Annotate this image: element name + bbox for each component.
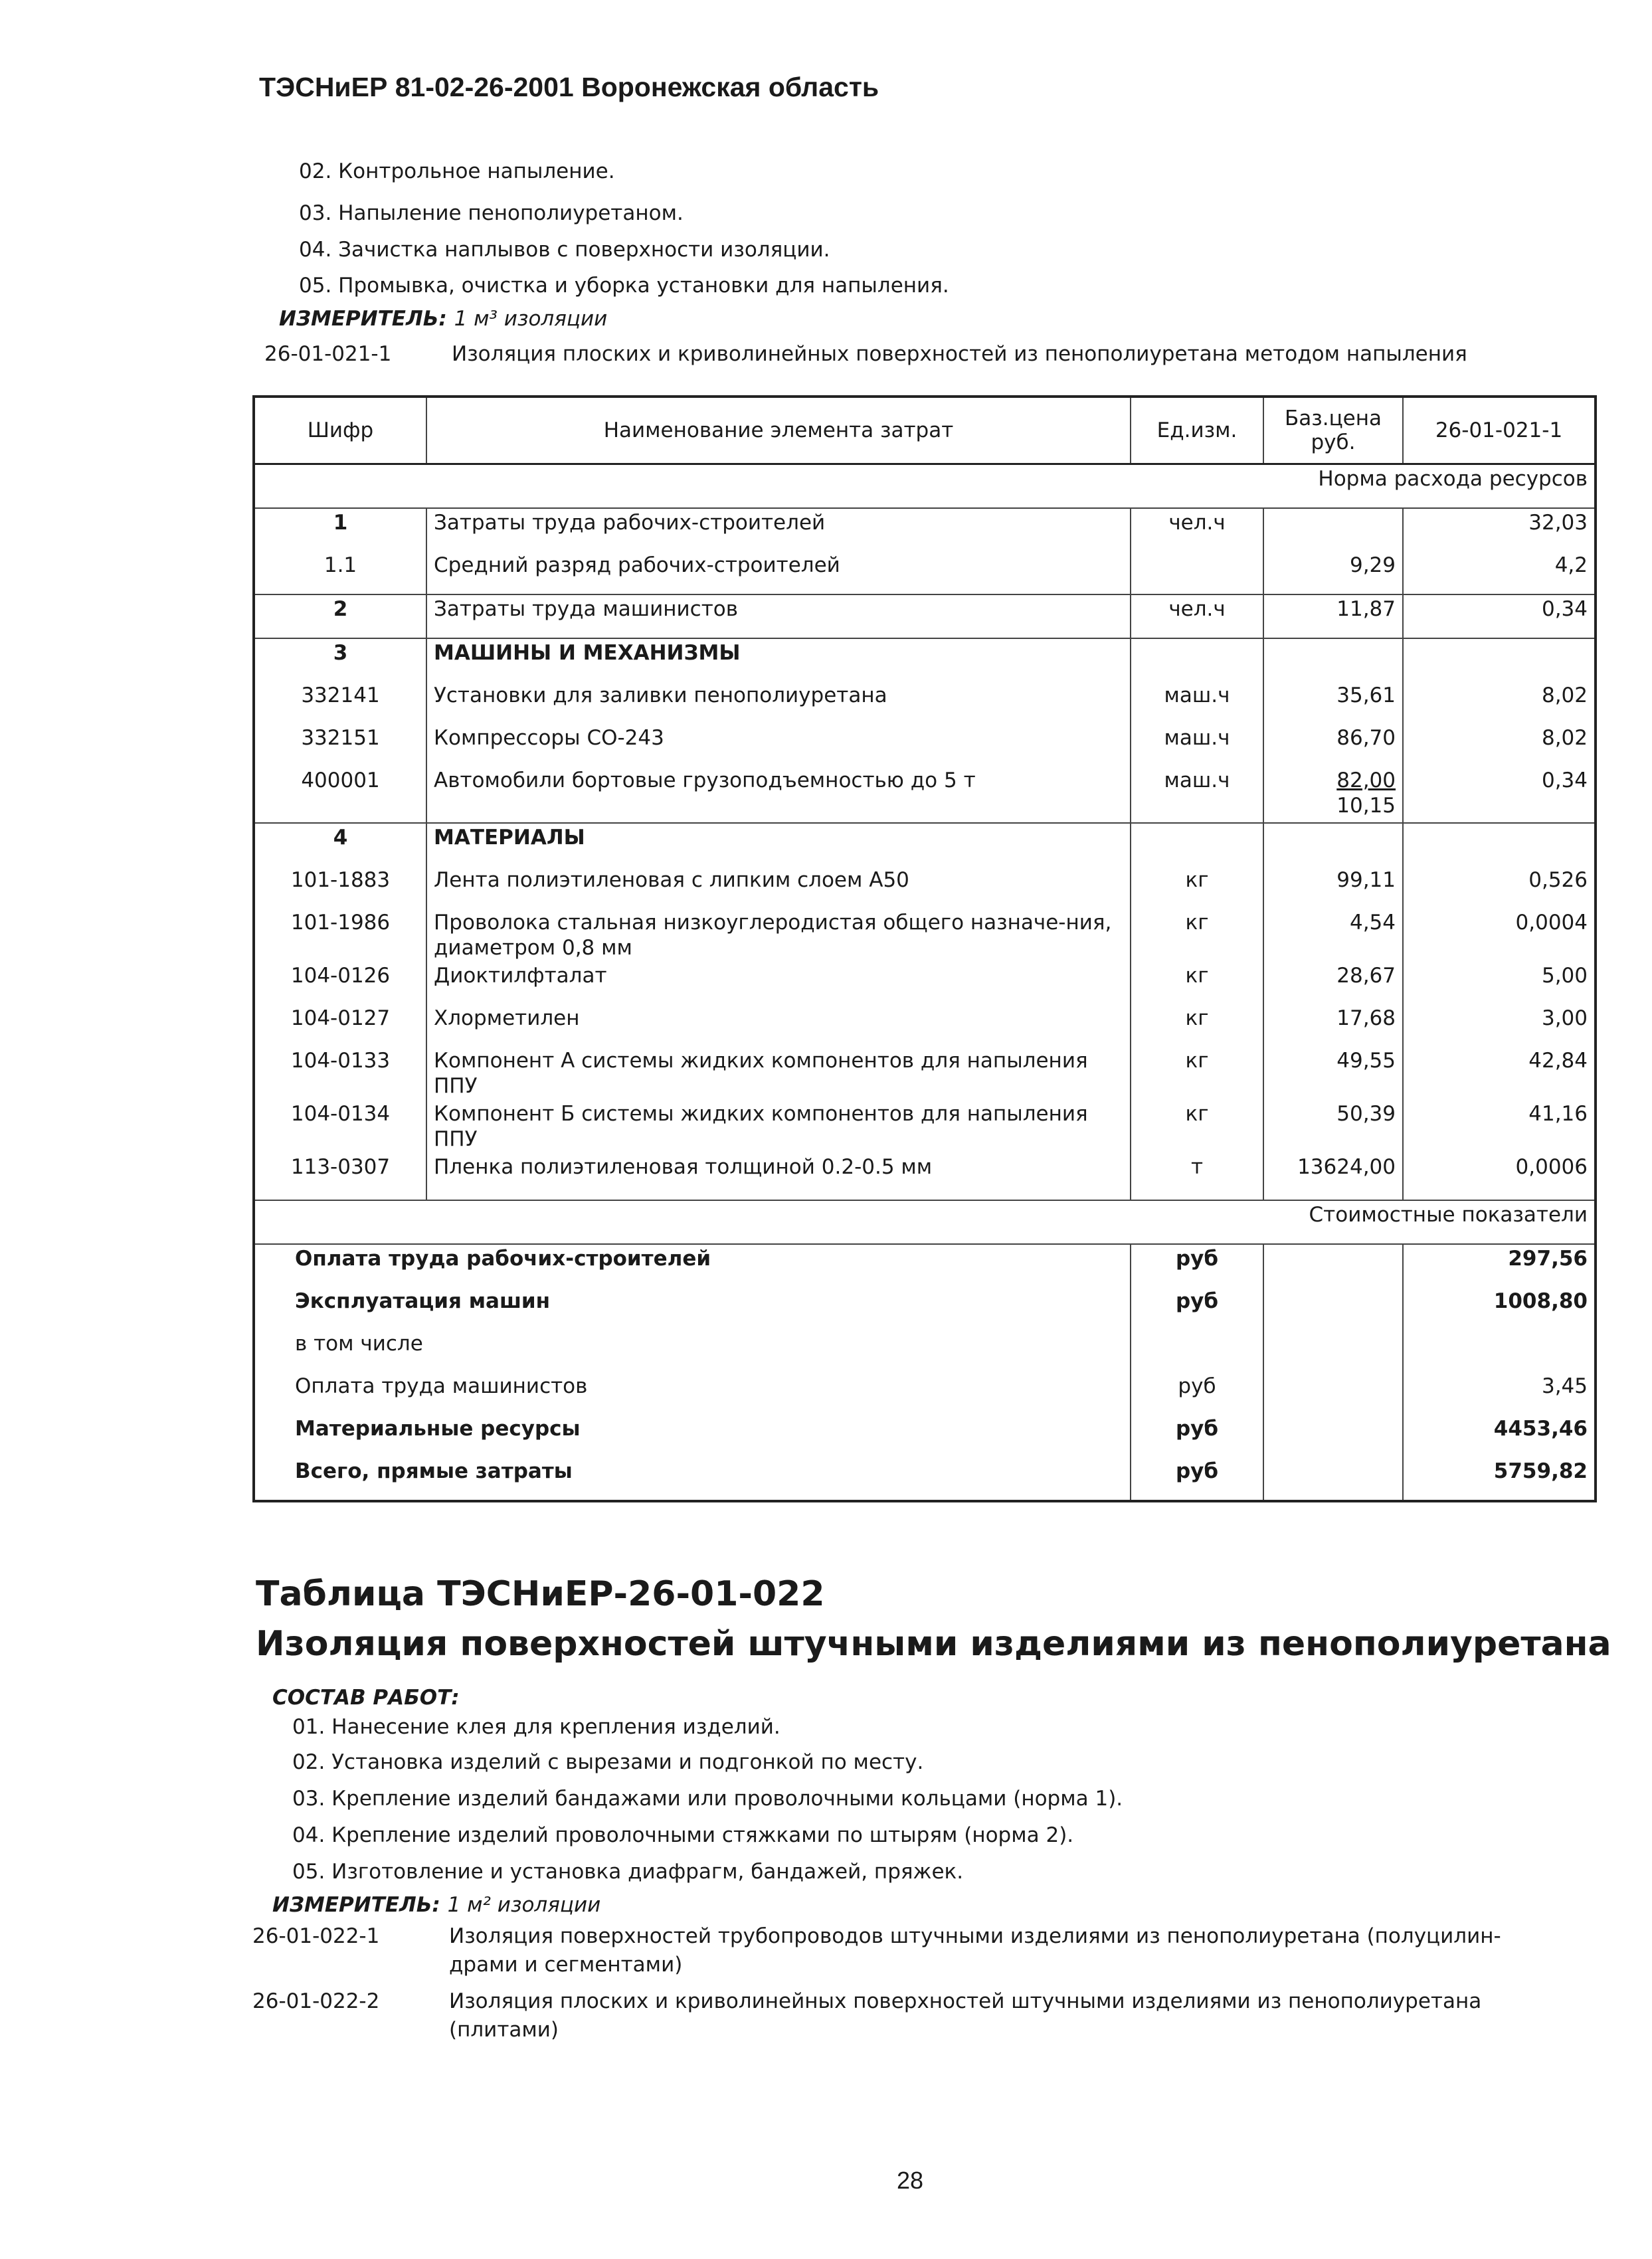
table-row: 104-0133 Компонент А системы жидких компонентов для напыления ППУ кг 49,55 42,84 [254,1047,1596,1100]
work-item: 05. Изготовление и установка диафрагм, бандажей, пряжек. [292,1860,964,1884]
work-item: 04. Крепление изделий проволочными стяжками по штырям (норма 2). [292,1823,1074,1847]
work-item: 02. Установка изделий с вырезами и подгонкой по месту. [292,1750,924,1774]
table-row: 101-1883 Лента полиэтиленовая с липким слоем А50 кг 99,11 0,526 [254,866,1596,909]
measure-unit: 1 м² изоляции [447,1893,601,1917]
table-row: 1.1 Средний разряд рабочих-строителей 9,29 4,2 [254,551,1596,594]
table-row: 104-0127 Хлорметилен кг 17,68 3,00 [254,1004,1596,1047]
table-row: 400001 Автомобили бортовые грузоподъемностью до 5 т маш.ч 82,00 10,15 0,34 [254,767,1596,823]
table-row: 101-1986 Проволока стальная низкоуглеродистая общего назначе-ния, диаметром 0,8 мм кг 4,54 0,0004 [254,909,1596,962]
table-header-row [254,397,1596,464]
section-subtitle: Изоляция поверхностей штучными изделиями из пенополиуретана [256,1624,1611,1664]
page-header: ТЭСНиЕР 81-02-26-2001 Воронежская область [259,72,879,102]
cost-row: Оплата труда машинистов руб 3,45 [254,1372,1596,1415]
work-item: 05. Промывка, очистка и уборка установки для напыления. [299,274,949,298]
header-norm: 26-01-021-1 [1403,397,1596,464]
band-row [254,464,1596,509]
header-name: Наименование элемента затрат [426,397,1131,464]
table-row: 2 Затраты труда машинистов чел.ч 11,87 0,34 [254,594,1596,638]
header-unit: Ед.изм. [1131,397,1263,464]
norm-description-line: драми и сегментами) [449,1953,683,1977]
norm-code: 26-01-022-2 [252,1989,380,2013]
table-row: 332151 Компрессоры СО-243 маш.ч 86,70 8,02 [254,724,1596,767]
work-item: 04. Зачистка наплывов с поверхности изоляции. [299,238,830,262]
norm-description-line: (плитами) [449,2018,559,2042]
table-row: 104-0126 Диоктилфталат кг 28,67 5,00 [254,962,1596,1004]
measure-line [279,307,607,331]
price-line-1: 82,00 [1336,768,1396,792]
work-item: 03. Крепление изделий бандажами или проволочными кольцами (норма 1). [292,1787,1123,1811]
header-price: Баз.цена руб. [1263,397,1403,464]
band-norms: Норма расхода ресурсов [254,464,1596,509]
norm-code: 26-01-021-1 [264,342,392,366]
band-row [254,1200,1596,1244]
resource-norms-table [252,395,1597,1502]
measure-unit: 1 м³ изоляции [454,307,608,331]
table-row: 1 Затраты труда рабочих-строителей чел.ч 32,03 [254,508,1596,551]
cost-row: Всего, прямые затраты руб 5759,82 [254,1457,1596,1501]
work-item: 01. Нанесение клея для крепления изделий. [292,1715,780,1739]
cost-row: Эксплуатация машин руб 1008,80 [254,1287,1596,1330]
measure-label: ИЗМЕРИТЕЛЬ: [272,1893,440,1917]
cost-row: Материальные ресурсы руб 4453,46 [254,1415,1596,1457]
norm-description: Изоляция плоских и криволинейных поверхностей из пенополиуретана методом напыления [452,342,1467,366]
norm-description-line: Изоляция поверхностей трубопроводов штучными изделиями из пенополиуретана (полуцилин- [449,1924,1501,1948]
page-number: 28 [897,2167,924,2194]
work-item: 02. Контрольное напыление. [299,159,615,183]
norm-description-line: Изоляция плоских и криволинейных поверхностей штучными изделиями из пенополиуретана [449,1989,1482,2013]
table-row: 3 МАШИНЫ И МЕХАНИЗМЫ [254,638,1596,681]
composition-label: СОСТАВ РАБОТ: [272,1686,460,1710]
cost-row: в том числе [254,1330,1596,1372]
table-row: 332141 Установки для заливки пенополиуретана маш.ч 35,61 8,02 [254,681,1596,724]
norm-code: 26-01-022-1 [252,1924,380,1948]
section-title: Таблица ТЭСНиЕР-26-01-022 [256,1574,825,1614]
table-row: 113-0307 Пленка полиэтиленовая толщиной 0.2-0.5 мм т 13624,00 0,0006 [254,1153,1596,1200]
header-code: Шифр [254,397,426,464]
band-costs: Стоимостные показатели [254,1200,1596,1244]
table-row: 4 МАТЕРИАЛЫ [254,823,1596,866]
measure-line [272,1893,600,1917]
price-line-2: 10,15 [1336,794,1396,818]
measure-label: ИЗМЕРИТЕЛЬ: [279,307,447,331]
work-item: 03. Напыление пенополиуретаном. [299,201,684,225]
table-row: 104-0134 Компонент Б системы жидких компонентов для напыления ППУ кг 50,39 41,16 [254,1100,1596,1153]
cost-row: Оплата труда рабочих-строителей руб 297,56 [254,1244,1596,1287]
